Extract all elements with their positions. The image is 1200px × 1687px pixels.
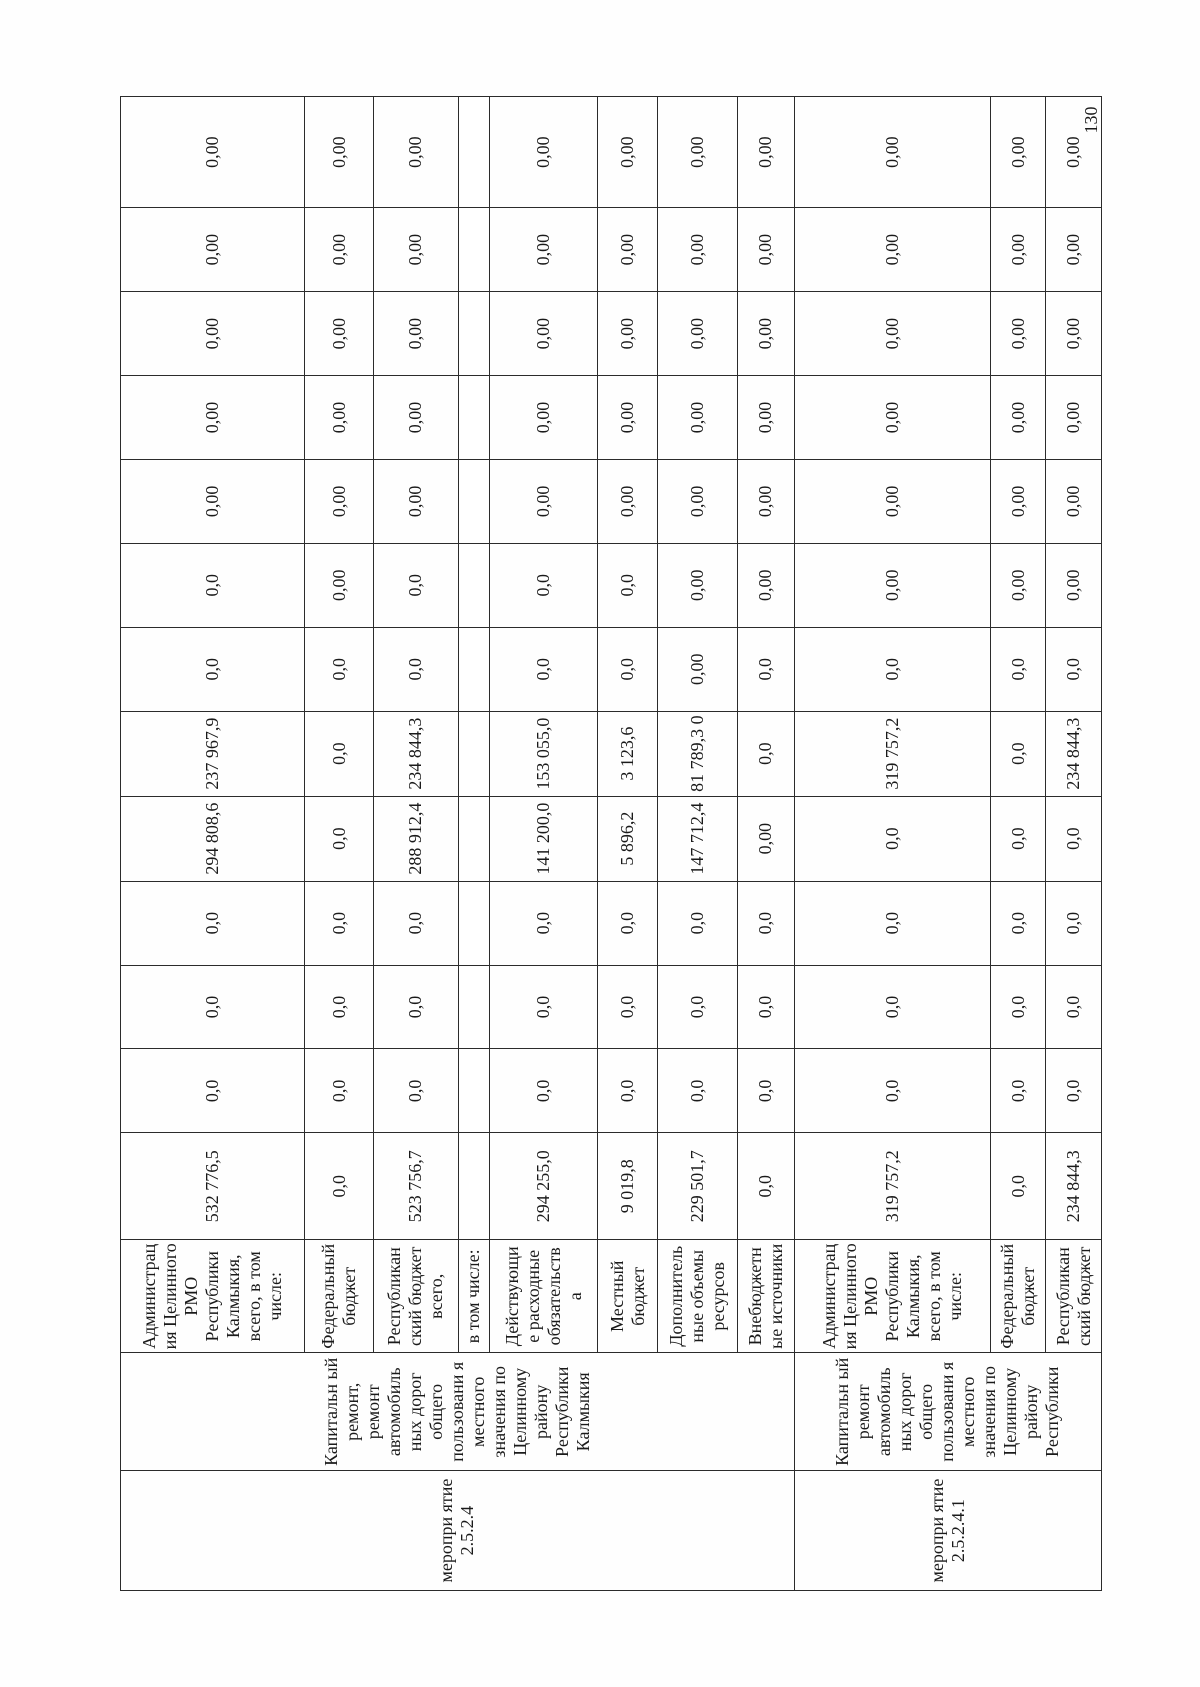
value-cell: 0,00 bbox=[373, 292, 458, 376]
rotated-table-sheet bbox=[120, 96, 1102, 1591]
value-cell: 0,00 bbox=[489, 97, 598, 208]
value-cell: 3 123,6 bbox=[598, 711, 657, 796]
value-cell: 0,0 bbox=[794, 881, 990, 965]
value-cell: 0,00 bbox=[489, 208, 598, 292]
value-cell: 0,0 bbox=[737, 1049, 794, 1133]
value-cell: 0,00 bbox=[305, 208, 374, 292]
value-cell: 0,0 bbox=[1046, 1049, 1102, 1133]
table-row bbox=[121, 97, 305, 1591]
value-cell: 0,00 bbox=[121, 292, 305, 376]
value-cell bbox=[459, 627, 490, 711]
value-cell: 0,0 bbox=[121, 881, 305, 965]
value-cell bbox=[459, 376, 490, 460]
value-cell: 0,00 bbox=[1046, 208, 1102, 292]
value-cell: 0,00 bbox=[121, 208, 305, 292]
value-cell: 0,0 bbox=[737, 1133, 794, 1240]
value-cell: 0,00 bbox=[990, 459, 1046, 543]
funding-source-cell: Республикан ский бюджет bbox=[1046, 1240, 1102, 1353]
measure-name-cell: Капитальн ый ремонт, ремонт автомобиль ных дорог общего пользовани я местного значения по Целинному району Республики Калмыкия bbox=[121, 1353, 795, 1471]
value-cell: 0,00 bbox=[305, 97, 374, 208]
value-cell: 0,00 bbox=[657, 376, 737, 460]
value-cell: 0,00 bbox=[121, 376, 305, 460]
measure-name-cell: Капитальн ый ремонт автомобиль ных дорог общего пользовани я местного значения по Целинному району Республики bbox=[794, 1353, 1101, 1471]
value-cell: 0,00 bbox=[489, 292, 598, 376]
value-cell: 0,00 bbox=[373, 97, 458, 208]
value-cell: 141 200,0 bbox=[489, 796, 598, 881]
value-cell: 294 808,6 bbox=[121, 796, 305, 881]
value-cell: 0,0 bbox=[794, 627, 990, 711]
value-cell: 0,00 bbox=[794, 97, 990, 208]
value-cell: 0,00 bbox=[990, 543, 1046, 627]
funding-source-cell: Администрац ия Целинного РМО Республики Калмыкия, всего, в том числе: bbox=[794, 1240, 990, 1353]
value-cell: 0,0 bbox=[373, 881, 458, 965]
value-cell: 0,00 bbox=[598, 376, 657, 460]
value-cell: 523 756,7 bbox=[373, 1133, 458, 1240]
table-row bbox=[794, 97, 990, 1591]
value-cell: 229 501,7 bbox=[657, 1133, 737, 1240]
value-cell: 0,0 bbox=[1046, 796, 1102, 881]
value-cell: 0,00 bbox=[794, 292, 990, 376]
funding-source-cell: Администрац ия Целинного РМО Республики Калмыкия, всего, в том числе: bbox=[121, 1240, 305, 1353]
measure-cell: меропри ятие 2.5.2.4.1 bbox=[794, 1471, 1101, 1591]
value-cell: 0,00 bbox=[305, 543, 374, 627]
value-cell: 0,0 bbox=[737, 627, 794, 711]
value-cell: 0,00 bbox=[990, 292, 1046, 376]
value-cell: 0,0 bbox=[121, 627, 305, 711]
measure-cell: меропри ятие 2.5.2.4 bbox=[121, 1471, 795, 1591]
value-cell: 0,00 bbox=[657, 543, 737, 627]
value-cell: 0,0 bbox=[305, 1049, 374, 1133]
value-cell: 0,0 bbox=[305, 711, 374, 796]
page-number: 130 bbox=[1081, 106, 1101, 134]
value-cell: 0,0 bbox=[489, 1049, 598, 1133]
value-cell: 9 019,8 bbox=[598, 1133, 657, 1240]
value-cell: 0,00 bbox=[657, 627, 737, 711]
value-cell: 0,00 bbox=[489, 459, 598, 543]
value-cell: 0,0 bbox=[598, 1049, 657, 1133]
value-cell: 0,0 bbox=[990, 1133, 1046, 1240]
value-cell: 0,0 bbox=[1046, 965, 1102, 1049]
value-cell: 153 055,0 bbox=[489, 711, 598, 796]
value-cell: 0,0 bbox=[373, 627, 458, 711]
value-cell: 0,0 bbox=[990, 796, 1046, 881]
value-cell: 0,00 bbox=[990, 97, 1046, 208]
value-cell: 0,00 bbox=[737, 543, 794, 627]
value-cell: 0,00 bbox=[121, 97, 305, 208]
value-cell: 0,0 bbox=[489, 965, 598, 1049]
value-cell: 0,00 bbox=[598, 292, 657, 376]
value-cell: 0,0 bbox=[305, 881, 374, 965]
value-cell: 0,00 bbox=[373, 208, 458, 292]
value-cell: 5 896,2 bbox=[598, 796, 657, 881]
value-cell: 0,0 bbox=[990, 627, 1046, 711]
value-cell: 0,0 bbox=[489, 543, 598, 627]
funding-source-cell: Федеральный бюджет bbox=[305, 1240, 374, 1353]
value-cell: 0,00 bbox=[1046, 459, 1102, 543]
value-cell bbox=[459, 208, 490, 292]
value-cell: 0,0 bbox=[121, 965, 305, 1049]
value-cell: 147 712,4 bbox=[657, 796, 737, 881]
value-cell: 0,0 bbox=[657, 965, 737, 1049]
value-cell: 0,00 bbox=[598, 459, 657, 543]
value-cell: 0,00 bbox=[598, 97, 657, 208]
value-cell: 0,0 bbox=[737, 711, 794, 796]
value-cell: 237 967,9 bbox=[121, 711, 305, 796]
value-cell: 0,0 bbox=[598, 881, 657, 965]
funding-source-cell: Внебюджетн ые источники bbox=[737, 1240, 794, 1353]
value-cell: 0,0 bbox=[657, 881, 737, 965]
value-cell: 319 757,2 bbox=[794, 1133, 990, 1240]
value-cell: 0,00 bbox=[1046, 97, 1102, 208]
value-cell: 0,00 bbox=[598, 208, 657, 292]
value-cell: 0,0 bbox=[794, 965, 990, 1049]
value-cell: 0,00 bbox=[1046, 292, 1102, 376]
value-cell: 0,00 bbox=[737, 292, 794, 376]
value-cell: 0,0 bbox=[990, 1049, 1046, 1133]
value-cell: 234 844,3 bbox=[1046, 711, 1102, 796]
value-cell: 288 912,4 bbox=[373, 796, 458, 881]
value-cell: 81 789,3 0 bbox=[657, 711, 737, 796]
value-cell: 0,0 bbox=[305, 627, 374, 711]
funding-source-cell: в том числе: bbox=[459, 1240, 490, 1353]
value-cell: 0,0 bbox=[305, 1133, 374, 1240]
value-cell: 0,00 bbox=[794, 376, 990, 460]
value-cell: 294 255,0 bbox=[489, 1133, 598, 1240]
value-cell: 0,00 bbox=[1046, 543, 1102, 627]
value-cell: 0,00 bbox=[1046, 376, 1102, 460]
value-cell: 0,0 bbox=[373, 1049, 458, 1133]
value-cell: 0,00 bbox=[794, 208, 990, 292]
value-cell: 0,00 bbox=[737, 97, 794, 208]
value-cell bbox=[459, 543, 490, 627]
value-cell: 0,00 bbox=[305, 376, 374, 460]
value-cell: 0,0 bbox=[990, 881, 1046, 965]
value-cell: 0,00 bbox=[737, 208, 794, 292]
value-cell: 0,0 bbox=[794, 1049, 990, 1133]
value-cell: 532 776,5 bbox=[121, 1133, 305, 1240]
value-cell bbox=[459, 965, 490, 1049]
value-cell: 0,0 bbox=[373, 965, 458, 1049]
value-cell bbox=[459, 1133, 490, 1240]
value-cell: 0,00 bbox=[794, 459, 990, 543]
value-cell: 0,0 bbox=[305, 796, 374, 881]
budget-table bbox=[120, 96, 1102, 1591]
value-cell: 0,00 bbox=[657, 292, 737, 376]
value-cell bbox=[459, 796, 490, 881]
funding-source-cell: Действующи е расходные обязательств а bbox=[489, 1240, 598, 1353]
funding-source-cell: Федеральный бюджет bbox=[990, 1240, 1046, 1353]
table-body bbox=[121, 97, 1102, 1591]
funding-source-cell: Местный бюджет bbox=[598, 1240, 657, 1353]
value-cell bbox=[459, 1049, 490, 1133]
value-cell: 0,00 bbox=[305, 292, 374, 376]
value-cell: 0,0 bbox=[373, 543, 458, 627]
funding-source-cell: Дополнитель ные объемы ресурсов bbox=[657, 1240, 737, 1353]
value-cell: 0,00 bbox=[657, 208, 737, 292]
value-cell: 0,00 bbox=[737, 796, 794, 881]
value-cell: 234 844,3 bbox=[373, 711, 458, 796]
value-cell: 0,0 bbox=[598, 543, 657, 627]
value-cell: 0,0 bbox=[1046, 881, 1102, 965]
value-cell: 0,0 bbox=[990, 965, 1046, 1049]
value-cell: 0,00 bbox=[794, 543, 990, 627]
value-cell: 0,00 bbox=[737, 376, 794, 460]
value-cell: 234 844,3 bbox=[1046, 1133, 1102, 1240]
value-cell: 0,0 bbox=[1046, 627, 1102, 711]
value-cell: 0,00 bbox=[657, 459, 737, 543]
value-cell: 0,00 bbox=[373, 459, 458, 543]
value-cell: 319 757,2 bbox=[794, 711, 990, 796]
value-cell: 0,0 bbox=[121, 1049, 305, 1133]
value-cell: 0,0 bbox=[737, 965, 794, 1049]
value-cell: 0,0 bbox=[489, 881, 598, 965]
value-cell: 0,0 bbox=[598, 965, 657, 1049]
value-cell: 0,0 bbox=[794, 796, 990, 881]
value-cell: 0,00 bbox=[373, 376, 458, 460]
value-cell: 0,00 bbox=[990, 208, 1046, 292]
value-cell: 0,00 bbox=[737, 459, 794, 543]
value-cell: 0,00 bbox=[121, 459, 305, 543]
value-cell: 0,0 bbox=[305, 965, 374, 1049]
value-cell bbox=[459, 881, 490, 965]
value-cell bbox=[459, 292, 490, 376]
funding-source-cell: Республикан ский бюджет всего, bbox=[373, 1240, 458, 1353]
value-cell: 0,0 bbox=[489, 627, 598, 711]
value-cell: 0,0 bbox=[990, 711, 1046, 796]
value-cell: 0,00 bbox=[489, 376, 598, 460]
value-cell: 0,00 bbox=[657, 97, 737, 208]
value-cell bbox=[459, 97, 490, 208]
value-cell: 0,00 bbox=[990, 376, 1046, 460]
value-cell: 0,0 bbox=[737, 881, 794, 965]
value-cell bbox=[459, 459, 490, 543]
value-cell: 0,00 bbox=[305, 459, 374, 543]
value-cell: 0,0 bbox=[121, 543, 305, 627]
value-cell: 0,0 bbox=[598, 627, 657, 711]
value-cell bbox=[459, 711, 490, 796]
value-cell: 0,0 bbox=[657, 1049, 737, 1133]
